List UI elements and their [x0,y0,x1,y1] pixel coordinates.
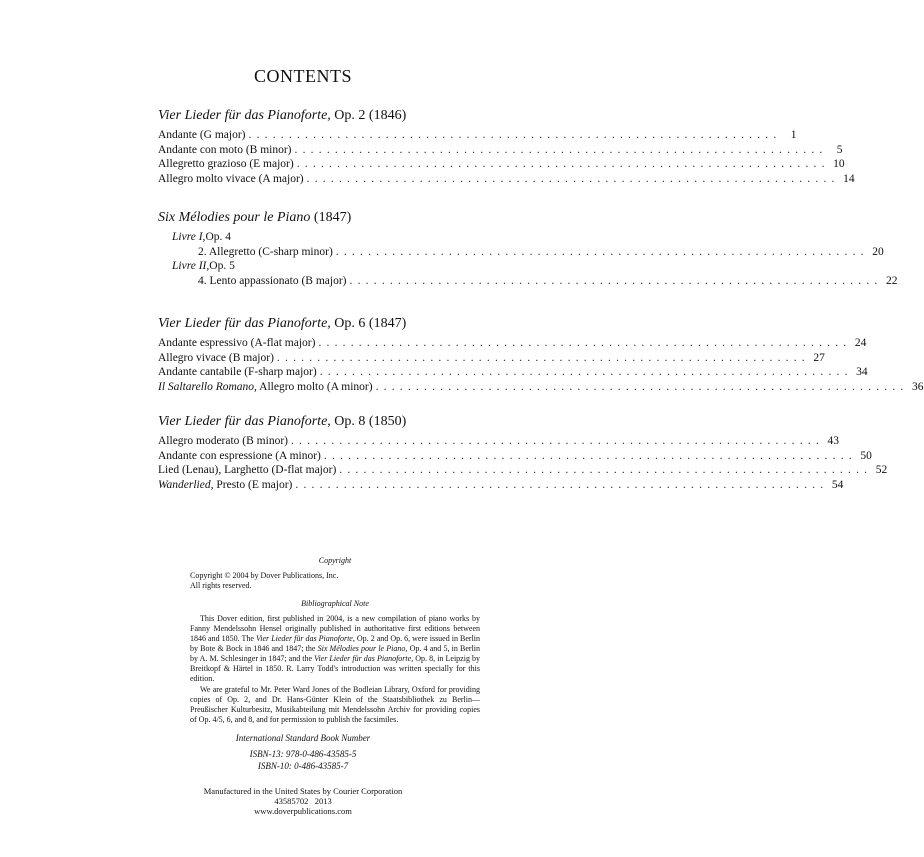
dot-leader: .................................................................. [318,337,852,349]
toc-entry[interactable] [158,434,839,449]
toc-entry[interactable] [158,157,845,172]
biblio-paragraph [190,614,480,684]
biblio-heading: Bibliographical Note [301,599,369,608]
section-six-melodies [158,208,898,288]
entry-page: 27 [813,351,825,364]
entry-page: 36 [912,380,924,393]
entry-label: Allegro molto vivace (A major) [158,172,304,185]
entry-label: Andante espressivo (A-flat major) [158,337,316,349]
entry-label: 4. Lento appassionato (B major) [198,274,347,287]
entry-page: 20 [872,245,884,258]
entry-label-italic: Il Saltarello Romano, [158,380,257,393]
toc-entry[interactable] [158,128,797,143]
entry-page: 54 [831,478,844,491]
dot-leader: .................................................................. [375,380,909,393]
biblio-text: Op. 4 and 5, in Berlin by A. M. Schlesinger in 1847; and the [190,644,481,663]
entry-label: Allegro moderato (B minor) [158,435,288,447]
section-op2 [158,106,855,186]
toc-entry[interactable] [158,143,843,158]
biblio-text: Op. 2 and Op. 6, were issued in Berlin by Bote & Bock in 1846 and 1847; the [190,634,481,653]
entry-label: Allegro vivace (B major) [158,351,274,364]
dot-leader: .................................................................. [248,129,782,141]
livre-italic: Livre I, [172,231,206,243]
dot-leader: .................................................................. [349,274,883,287]
catalog-number: 43585702 2013 [274,796,332,806]
entry-label-rest: Allegro molto (A minor) [256,380,373,393]
entry-page: 10 [833,158,845,170]
entry-label [158,380,373,395]
copyright-block [190,556,480,725]
livre-heading [158,230,516,245]
biblio-italic: Six Mélodies pour le Piano, [317,644,408,653]
isbn-13: ISBN-13: 978-0-486-43585-5 [249,749,357,759]
entry-page: 22 [885,274,898,287]
toc-entry[interactable] [158,463,888,478]
heading-rest: Op. 8 (1850) [330,414,407,429]
isbn-block [0,732,606,772]
entry-label: Andante con espressione (A minor) [158,449,321,462]
page-title: CONTENTS [254,66,352,86]
website-link[interactable]: www.doverpublications.com [254,806,352,816]
entry-label-rest: Presto (E major) [213,478,293,491]
toc-entry[interactable] [158,365,868,380]
dot-leader: .................................................................. [335,245,869,258]
dot-leader: .................................................................. [323,449,857,462]
isbn-heading: International Standard Book Number [235,733,371,743]
dot-leader: .................................................................. [319,366,853,378]
entry-label-italic: Wanderlied, [158,478,214,491]
entry-page: 5 [836,143,843,156]
section-heading [158,412,516,432]
section-op6 [158,314,924,394]
isbn-10: ISBN-10: 0-486-43585-7 [257,761,349,771]
livre-rest: Op. 5 [209,260,235,272]
dot-leader: .................................................................. [339,464,873,476]
copyright-line: Copyright © 2004 by Dover Publications, Inc. [190,571,339,580]
heading-italic: Six Mélodies pour le Piano [158,210,311,225]
entry-label: Andante (G major) [158,129,246,141]
dot-leader: .................................................................. [294,143,828,156]
toc-entry[interactable] [158,336,867,351]
toc-entry[interactable] [158,245,884,260]
heading-rest: Op. 6 (1847) [330,316,407,331]
entry-page: 52 [875,464,888,476]
section-heading [158,106,516,126]
entry-page: 1 [790,129,797,141]
livre-heading [158,259,516,274]
biblio-italic: Vier Lieder für das Pianoforte, [314,654,414,663]
entry-label [158,478,292,493]
copyright-heading: Copyright [318,556,352,565]
heading-rest: (1847) [310,210,352,225]
entry-page: 50 [860,449,872,462]
entry-label: Lied (Lenau), Larghetto (D-flat major) [158,464,337,476]
toc-entry[interactable] [158,274,898,289]
livre-rest: Op. 4 [205,231,231,243]
entry-label: 2. Allegretto (C-sharp minor) [198,245,333,258]
biblio-text: Op. 8, in Leipzig by Breitkopf & Härtel in 1850. R. Larry Todd's introduction was written specially for this edition. [190,654,481,683]
acknowledgement-paragraph: We are grateful to Mr. Peter Ward Jones of the Bodleian Library, Oxford for providing copies of Op. 2, and Dr. Hans-Günter Klein of the Staatsbibliothek zu Berlin—Preußischer Kulturbesitz, Musikabteilung mit Mendelssohn Archiv for providing copies of Op. 4/5, 6, and 8, and for permission to publish the facsimiles. [190,685,480,724]
entry-page: 34 [856,366,868,378]
manufacturer-footer [0,786,606,816]
entry-page: 24 [854,337,867,349]
entry-label: Andante con moto (B minor) [158,143,292,156]
toc-entry[interactable] [158,351,825,366]
heading-italic: Vier Lieder für das Pianoforte, [158,108,331,123]
toc-entry[interactable] [158,172,855,187]
dot-leader: .................................................................. [295,478,829,491]
dot-leader: .................................................................. [290,435,824,447]
biblio-text: This Dover edition, first published in 2004, is a new compilation of piano works by Fanny Mendelssohn Hensel originally published in authoritative first editions between 1846 and 1850. The [190,614,480,643]
heading-italic: Vier Lieder für das Pianoforte, [158,414,331,429]
heading-italic: Vier Lieder für das Pianoforte, [158,316,331,331]
toc-entry[interactable] [158,478,844,493]
section-heading [158,314,516,334]
biblio-italic: Vier Lieder für das Pianoforte, [255,634,355,643]
heading-rest: Op. 2 (1846) [330,108,407,123]
dot-leader: .................................................................. [276,351,810,364]
toc-entry[interactable] [158,449,872,464]
entry-page: 14 [843,172,855,185]
dot-leader: .................................................................. [296,158,830,170]
manufacturer-line: Manufactured in the United States by Courier Corporation [203,786,403,796]
entry-label: Allegretto grazioso (E major) [158,158,294,170]
section-op8 [158,412,888,492]
section-heading [158,208,516,228]
rights-line: All rights reserved. [190,581,252,590]
toc-entry[interactable] [158,380,924,395]
dot-leader: .................................................................. [306,172,840,185]
entry-label: Andante cantabile (F-sharp major) [158,366,317,378]
entry-page: 43 [827,435,839,447]
livre-italic: Livre II, [172,260,210,272]
